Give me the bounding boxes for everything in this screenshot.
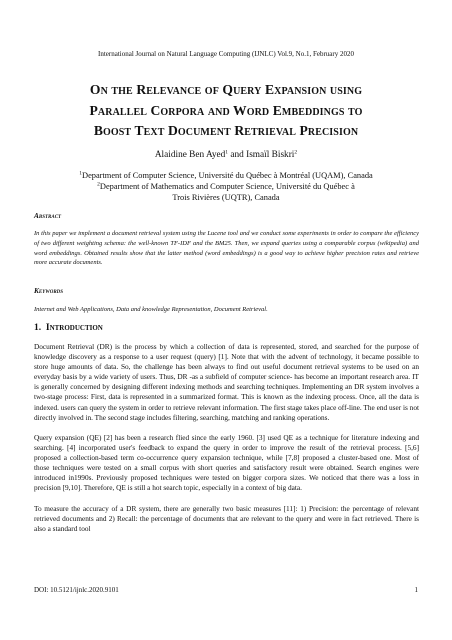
paragraph-2: Query expansion (QE) [2] has been a research flied since the early 1960. [3] used QE as a technique for literature indexing and searching. [4] incorporated user's feedback to expand the query in order to improve the result of the retrieval process. [5,6] proposed a collection-based term co-occurrence query expansion technique, while [7,8] proposed a cluster-based one. Most of those techniques were tested on a small corpus with short queries and satisfactory result were obtained. Search engines were introduced in1990s. Previously proposed techniques were tested on bigger corpora sizes. We noticed that there was a loss in precision [9,10]. Therefore, QE is still a hot search topic, especially in a context of big data. bbox=[34, 432, 419, 493]
paper-title bbox=[40, 80, 412, 142]
affiliations bbox=[40, 170, 412, 203]
abstract-heading: Abstract bbox=[34, 211, 62, 220]
authors bbox=[0, 150, 452, 160]
affiliation-2-cont: Trois Rivières (UQTR), Canada bbox=[172, 193, 280, 202]
introduction-body bbox=[34, 342, 419, 544]
author-separator: and bbox=[228, 150, 247, 160]
section-number: 1. bbox=[34, 323, 42, 333]
page-number: 1 bbox=[414, 586, 418, 594]
author-1: Alaidine Ben Ayed bbox=[154, 150, 226, 160]
affiliation-2: $^2$Department of Mathematics and Computer Science, Université du Québec à bbox=[97, 181, 355, 191]
keywords-text: Internet and Web Applications, Data and knowledge Representation, Document Retrieval. bbox=[34, 306, 268, 313]
author-2: Ismaïl Biskri bbox=[246, 150, 295, 160]
title-line-2: Parallel Corpora and Word Embeddings to bbox=[89, 102, 363, 118]
affiliation-2-mark: 2 bbox=[97, 181, 100, 188]
title-line-1: On the Relevance of Query Expansion using bbox=[89, 82, 363, 97]
section-title: Introduction bbox=[45, 323, 103, 333]
affiliation-1: $^1$Department of Computer Science, Université du Québec à Montréal (UQAM), Canada bbox=[79, 170, 373, 180]
author-2-mark: 2 bbox=[294, 149, 298, 156]
section-heading-introduction bbox=[34, 323, 103, 333]
keywords-heading: Keywords bbox=[34, 286, 64, 295]
title-line-3: Boost Text Document Retrieval Precision bbox=[93, 123, 359, 138]
author-1-mark: 1 bbox=[225, 149, 229, 156]
affiliation-1-mark: 1 bbox=[79, 170, 83, 177]
abstract-text: In this paper we implement a document retrieval system using the Lucene tool and we conduct some experiments in order to compare the efficiency of two different weighting schema: the well-known TF-IDF and the BM25. Then, we expand queries using a comparable corpus (wikipedia) and word embeddings. Obtained results show that the latter method (word embeddings) is a good way to achieve higher precision rates and retrieve more accurate documents. bbox=[34, 230, 419, 267]
footer-doi: DOI: 10.5121/ijnlc.2020.9101 bbox=[34, 586, 119, 594]
journal-header: International Journal on Natural Language Computing (IJNLC) Vol.9, No.1, February 2020 bbox=[98, 50, 354, 58]
paragraph-3: To measure the accuracy of a DR system, there are generally two basic measures [11]: 1) Precision: the percentage of relevant retrieved documents and 2) Recall: the percentage of documents that are relevant to the query and were in fact retrieved. There is also a standard tool bbox=[34, 503, 419, 533]
paragraph-1: Document Retrieval (DR) is the process by which a collection of data is represented, stored, and searched for the purpose of knowledge discovery as a response to a user request (query) [1]. Note that with the advent of technology, it became possible to store huge amounts of data. So, the challenge has been always to find out useful document retrieval systems to be used on an everyday basis by a wide variety of users. Thus, DR -as a subfield of computer science- has become an important research area. IT is generally concerned by designing different indexing methods and searching techniques. Implementing an DR system involves a two-stage process: First, data is represented in a summarized format. This is known as the indexing process. Once, all the data is indexed. users can query the system in order to retrieve relevant information. The first stage takes place off-line. The end user is not directly involved in. The second stage includes filtering, searching, matching and ranking operations. bbox=[34, 342, 419, 422]
